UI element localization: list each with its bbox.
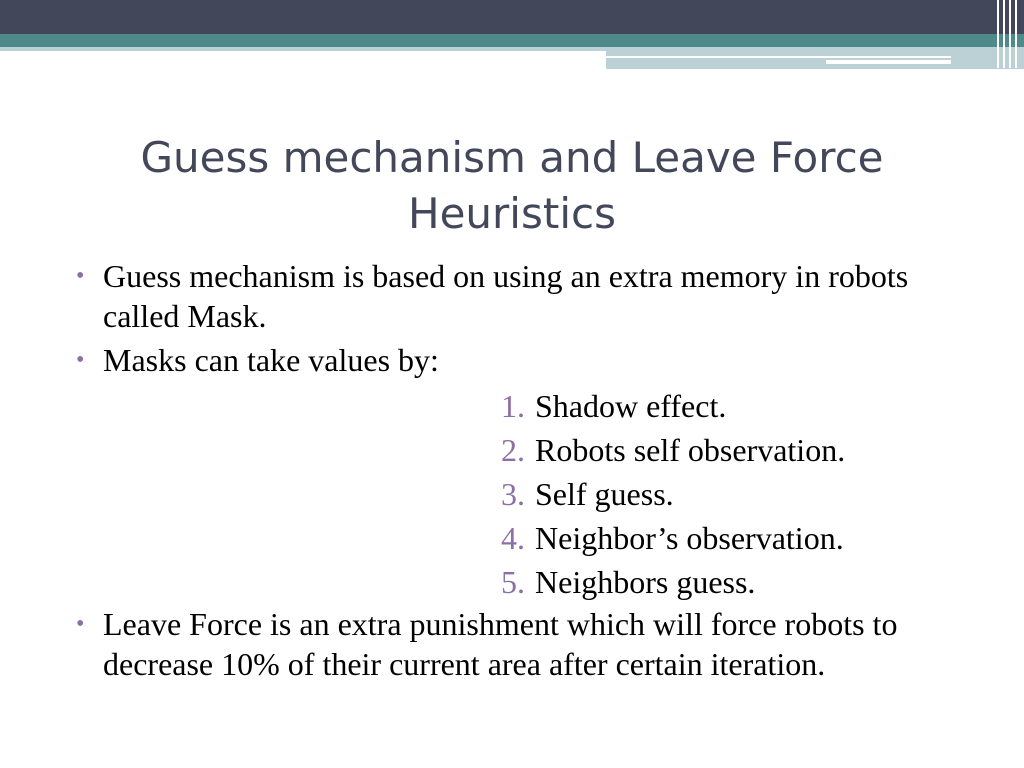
bullet-text: Masks can take values by:: [103, 342, 439, 378]
header-band-teal: [0, 34, 1024, 47]
list-item-text: Neighbors guess.: [535, 564, 756, 600]
numbered-item: [72, 384, 952, 428]
slide-body: [72, 256, 952, 688]
header-band-dark: [0, 0, 1024, 34]
list-number: 3.: [501, 476, 525, 512]
header-accent-line: [606, 56, 951, 58]
numbered-item: [72, 560, 952, 604]
list-number: 4.: [501, 520, 525, 556]
header-accent-line: [826, 60, 951, 64]
numbered-item: [72, 428, 952, 472]
list-item-text: Robots self observation.: [535, 432, 846, 468]
list-item-text: Shadow effect.: [535, 388, 727, 424]
bullet-item: [72, 256, 952, 336]
numbered-item: [72, 516, 952, 560]
bullet-icon: •: [76, 611, 85, 637]
numbered-list: [72, 384, 952, 604]
bullet-icon: •: [76, 263, 85, 289]
bullet-item: [72, 604, 952, 684]
bullet-text: Leave Force is an extra punishment which will force robots to decrease 10% of their current area after certain iteration.: [103, 606, 898, 682]
list-item-text: Neighbor’s observation.: [535, 520, 844, 556]
slide-title: Guess mechanism and Leave Force Heuristics: [140, 133, 884, 238]
bullet-item: [72, 340, 952, 380]
bullet-icon: •: [76, 347, 85, 373]
list-number: 2.: [501, 432, 525, 468]
numbered-item: [72, 472, 952, 516]
bullet-text: Guess mechanism is based on using an extra memory in robots called Mask.: [103, 258, 909, 334]
list-number: 1.: [501, 388, 525, 424]
header-accent-block: [606, 47, 1024, 69]
header-accent-stripes: [994, 0, 1024, 68]
list-number: 5.: [501, 564, 525, 600]
list-item-text: Self guess.: [535, 476, 674, 512]
